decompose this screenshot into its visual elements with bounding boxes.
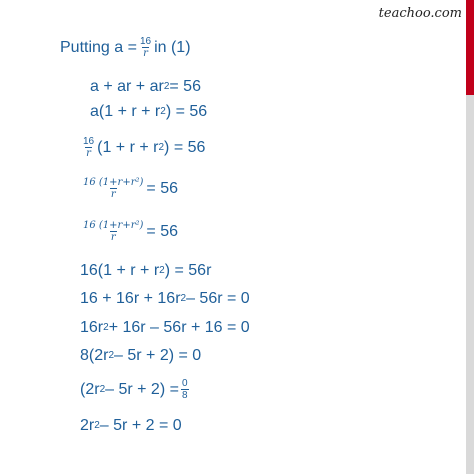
line-putting-lead: Putting a = — [60, 38, 137, 56]
eq-text: 2r — [80, 417, 95, 434]
fraction-numerator: 0 — [181, 378, 188, 389]
fraction-numerator: 16 (1+r+r²) — [83, 220, 144, 231]
fraction-numerator: 16 (1+r+r²) — [83, 177, 144, 188]
eq-text: a + ar + ar — [90, 78, 164, 95]
equation-line-4: $\frac{16}{r}$ (1 + r + r 2 ) = 56 — [83, 136, 206, 159]
equation-line-7: 16(1 + r + r 2 ) = 56r — [80, 262, 212, 279]
equation-line-5 — [80, 177, 178, 200]
fraction-denominator: r — [110, 232, 116, 243]
fraction-0-over-8 — [181, 378, 189, 401]
eq-text: (2r — [80, 380, 100, 398]
equation-line-9: 16r 2 + 16r – 56r + 16 = 0 — [80, 319, 250, 336]
eq-text: – 5r + 2) = 0 — [114, 347, 202, 364]
fraction-expression — [82, 177, 144, 200]
eq-text: – 5r + 2 = 0 — [99, 417, 182, 434]
eq-text: – 56r = 0 — [186, 290, 250, 307]
equation-line-3: a(1 + r + r 2 ) = 56 — [90, 103, 208, 120]
equation-line-6 — [80, 220, 178, 243]
eq-text: (1 + r + r — [97, 138, 159, 156]
equation-line-2: a + ar + ar 2 = 56 — [90, 78, 201, 95]
equation-line-12: 2r 2 – 5r + 2 = 0 — [80, 417, 182, 434]
eq-text: a(1 + r + r — [90, 103, 161, 120]
fraction-denominator: r — [110, 189, 116, 200]
fraction-denominator: r — [143, 48, 148, 59]
eq-text: = 56 — [146, 222, 178, 240]
fraction-16-over-r — [82, 136, 95, 159]
eq-text: = 56 — [146, 179, 178, 197]
eq-text: + 16r – 56r + 16 = 0 — [108, 319, 250, 336]
teachoo-logo: teachoo.com — [378, 6, 462, 21]
line-putting-tail: in (1) — [154, 38, 191, 56]
side-bar — [466, 0, 474, 474]
fraction-expression — [82, 220, 144, 243]
eq-text: ) = 56r — [164, 262, 212, 279]
equation-line-8: 16 + 16r + 16r 2 – 56r = 0 — [80, 290, 250, 307]
equation-line-10: 8(2r 2 – 5r + 2) = 0 — [80, 347, 202, 364]
eq-text: 8(2r — [80, 347, 109, 364]
fraction-16-over-r — [139, 36, 152, 59]
equation-line-11: (2r 2 – 5r + 2) = $\frac{0}{8}$ — [80, 378, 188, 401]
fraction-numerator: 16 — [83, 136, 95, 147]
eq-text: ) = 56 — [164, 138, 206, 156]
eq-text: = 56 — [169, 78, 201, 95]
eq-text: 16 + 16r + 16r — [80, 290, 181, 307]
fraction-numerator: 16 — [139, 36, 152, 47]
eq-text: ) = 56 — [165, 103, 208, 120]
fraction-denominator: r — [86, 148, 91, 159]
line-putting — [60, 36, 191, 59]
eq-text: 16(1 + r + r — [80, 262, 160, 279]
side-bar-accent — [466, 0, 474, 95]
eq-text: – 5r + 2) = — [105, 380, 179, 398]
fraction-denominator: 8 — [181, 390, 188, 401]
eq-text: 16r — [80, 319, 104, 336]
